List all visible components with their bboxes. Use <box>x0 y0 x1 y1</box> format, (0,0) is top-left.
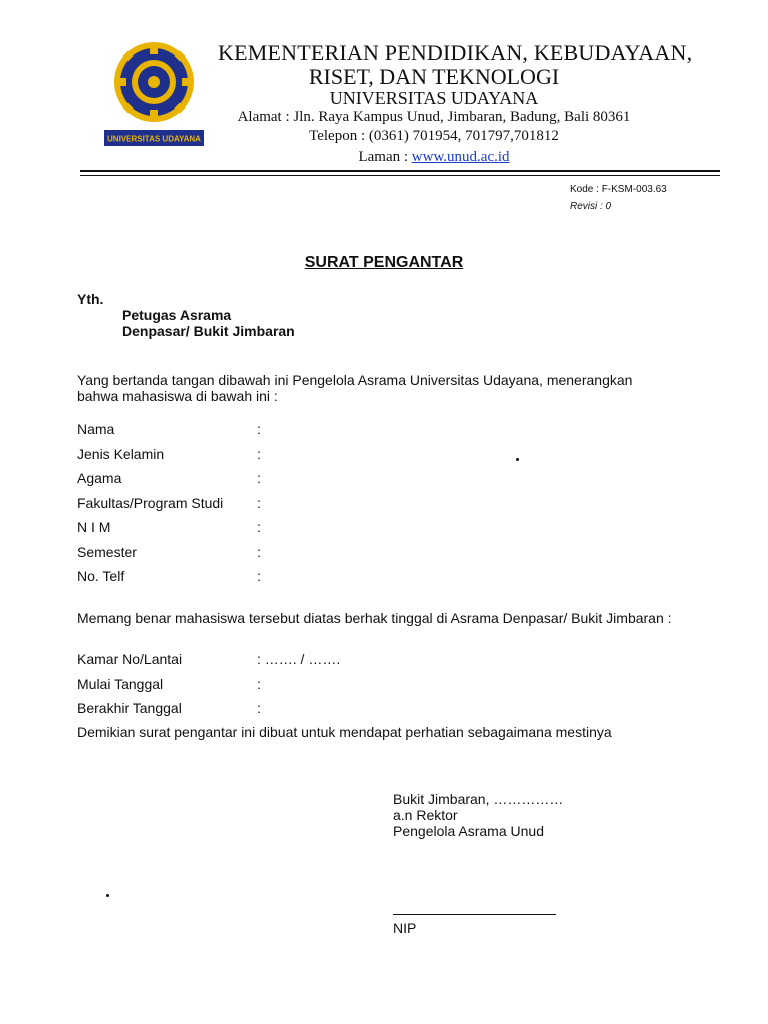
phone-line: Telepon : (0361) 701954, 701797,701812 <box>309 128 559 144</box>
university-logo <box>100 38 208 150</box>
ministry-line-2: RISET, DAN TEKNOLOGI <box>308 64 560 89</box>
statement-text: Memang benar mahasiswa tersebut diatas berhak tinggal di Asrama Denpasar/ Bukit Jimbaran : <box>77 610 672 626</box>
ministry-line-1: KEMENTERIAN PENDIDIKAN, KEBUDAYAAN, <box>218 40 693 65</box>
field-value-berakhir-tanggal[interactable]: : <box>257 700 261 716</box>
signature-line <box>393 914 556 915</box>
field-value-no-telf[interactable]: : <box>257 568 261 584</box>
signature-place-date: Bukit Jimbaran, …………… <box>393 791 564 807</box>
field-value-jenis-kelamin[interactable]: : <box>257 446 261 462</box>
signature-role: Pengelola Asrama Unud <box>393 823 544 839</box>
form-code: Kode : F-KSM-003.63 <box>570 184 667 195</box>
website-link[interactable]: www.unud.ac.id <box>411 149 510 165</box>
website-line <box>218 149 650 166</box>
salutation: Yth. <box>77 291 104 307</box>
field-label-berakhir-tanggal: Berakhir Tanggal <box>77 700 182 716</box>
website-label: Laman : <box>358 149 412 165</box>
signature-on-behalf: a.n Rektor <box>393 807 458 823</box>
document-title: SURAT PENGANTAR <box>304 254 464 271</box>
intro-line-2: bahwa mahasiswa di bawah ini : <box>77 388 278 404</box>
intro-line-1: Yang bertanda tangan dibawah ini Pengelola Asrama Universitas Udayana, menerangkan <box>77 372 633 388</box>
header-rule-thin <box>80 175 720 176</box>
field-value-semester[interactable]: : <box>257 544 261 560</box>
field-label-fakultas: Fakultas/Program Studi <box>77 495 224 511</box>
address-line: Alamat : Jln. Raya Kampus Unud, Jimbaran, Badung, Bali 80361 <box>237 109 631 125</box>
revision-number: Revisi : 0 <box>570 201 612 212</box>
field-label-agama: Agama <box>77 470 122 486</box>
stray-dot <box>106 894 109 897</box>
field-label-nim: N I M <box>77 519 111 535</box>
field-value-kamar[interactable]: : ……. / ……. <box>257 651 341 667</box>
stray-dot <box>516 458 519 461</box>
field-value-fakultas[interactable]: : <box>257 495 261 511</box>
field-value-mulai-tanggal[interactable]: : <box>257 676 261 692</box>
header-rule-thick <box>80 170 720 172</box>
field-value-agama[interactable]: : <box>257 470 261 486</box>
field-value-nama[interactable]: : <box>257 421 261 437</box>
field-label-mulai-tanggal: Mulai Tanggal <box>77 676 164 692</box>
field-label-nama: Nama <box>77 421 115 437</box>
logo-text: UNIVERSITAS UDAYANA <box>107 134 201 144</box>
university-name: UNIVERSITAS UDAYANA <box>329 88 539 108</box>
field-label-no-telf: No. Telf <box>77 568 125 584</box>
recipient-place: Denpasar/ Bukit Jimbaran <box>122 323 295 339</box>
closing-text: Demikian surat pengantar ini dibuat untuk mendapat perhatian sebagaimana mestinya <box>77 724 612 740</box>
field-label-kamar: Kamar No/Lantai <box>77 651 183 667</box>
recipient-name: Petugas Asrama <box>122 307 232 323</box>
field-value-nim[interactable]: : <box>257 519 261 535</box>
field-label-jenis-kelamin: Jenis Kelamin <box>77 446 165 462</box>
nip-label: NIP <box>393 920 417 936</box>
field-label-semester: Semester <box>77 544 137 560</box>
